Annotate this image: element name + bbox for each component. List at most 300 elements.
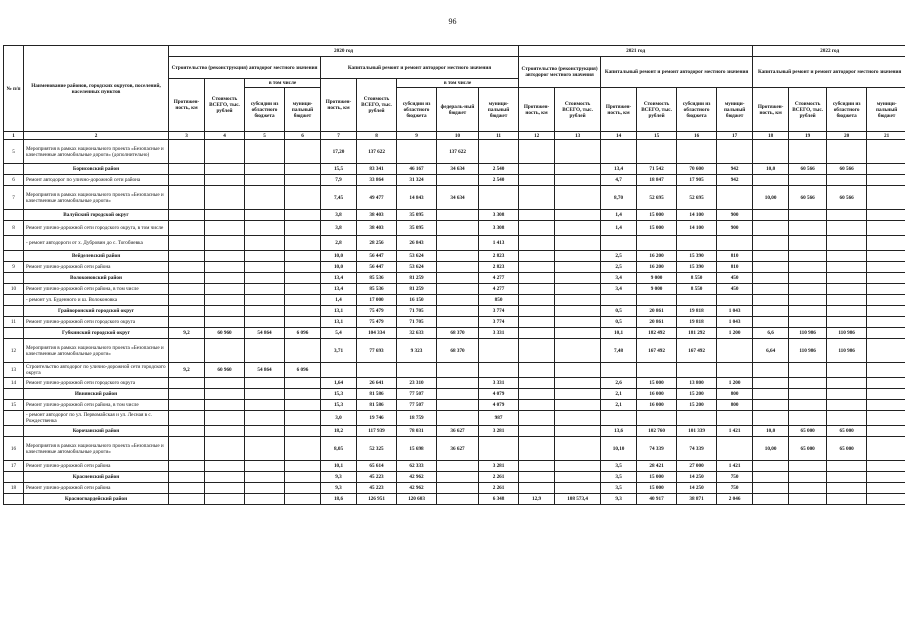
length-2020-r-header: Протяжен-ность, км [321,79,357,132]
value-cell: 810 [717,251,753,262]
district-name: Красненский район [24,472,169,483]
value-cell [285,284,321,295]
value-cell [519,437,555,461]
value-cell: 38 871 [677,494,717,505]
value-cell: 3,4 [601,284,637,295]
value-cell [753,221,789,236]
value-cell [205,339,245,363]
value-cell [789,210,827,221]
value-cell: 38 403 [357,210,397,221]
value-cell [479,140,519,164]
value-cell: 3 331 [479,378,519,389]
value-cell: 81 259 [397,273,437,284]
value-cell: 10,0 [321,251,357,262]
district-name: Корочанский район [24,426,169,437]
value-cell [555,472,601,483]
value-cell [437,210,479,221]
value-cell [789,317,827,328]
row-number: 18 [4,483,24,494]
value-cell [519,273,555,284]
value-cell [169,262,205,273]
value-cell: 3,8 [321,221,357,236]
value-cell: 33 864 [357,175,397,186]
table-row [4,317,905,328]
value-cell: 750 [717,472,753,483]
value-cell: 1 200 [717,328,753,339]
construction-2021-header: Строительство (реконструкция) автодорог местного значения [519,57,601,88]
value-cell [789,461,827,472]
repair-2020-header: Капитальный ремонт и ремонт автодорог местного значения [321,57,519,79]
district-row [4,210,905,221]
value-cell [717,295,753,306]
value-cell: 3,5 [601,472,637,483]
row-name: Мероприятия в рамках национального проекта «Безопасные и качественные автомобильные дороги» [24,437,169,461]
value-cell [555,483,601,494]
value-cell [867,339,905,363]
value-cell [205,426,245,437]
value-cell [519,363,555,378]
value-cell [677,140,717,164]
value-cell [245,284,285,295]
value-cell: 53 624 [397,262,437,273]
value-cell: 15 000 [637,210,677,221]
value-cell [789,400,827,411]
value-cell [169,461,205,472]
value-cell: 7,9 [321,175,357,186]
value-cell: 1,4 [321,295,357,306]
value-cell: 71 705 [397,317,437,328]
value-cell [789,363,827,378]
value-cell [753,295,789,306]
value-cell: 77 693 [357,339,397,363]
value-cell [867,411,905,426]
value-cell [437,221,479,236]
value-cell [169,210,205,221]
value-cell [827,273,867,284]
value-cell: 2,1 [601,400,637,411]
value-cell [519,140,555,164]
value-cell [437,483,479,494]
municipal-2020-r-header: муници-пальный бюджет [479,88,519,132]
value-cell: 3,5 [601,461,637,472]
value-cell: 65 000 [789,437,827,461]
table-row [4,221,905,236]
value-cell [867,140,905,164]
district-name: Красногвардейский район [24,494,169,505]
row-number: 7 [4,186,24,210]
value-cell: 2,5 [601,262,637,273]
value-cell: 83 341 [357,164,397,175]
value-cell [285,140,321,164]
table-row [4,461,905,472]
value-cell [519,317,555,328]
value-cell [827,175,867,186]
value-cell [867,389,905,400]
value-cell [827,251,867,262]
value-cell [169,164,205,175]
district-row [4,251,905,262]
value-cell [205,273,245,284]
value-cell [677,363,717,378]
column-number: 3 [169,132,205,140]
value-cell: 7,45 [321,186,357,210]
cost-2020-r-header: Стоимость ВСЕГО, тыс. рублей [357,79,397,132]
value-cell: 16 000 [637,389,677,400]
value-cell [555,164,601,175]
value-cell [827,210,867,221]
value-cell [555,140,601,164]
value-cell [285,175,321,186]
value-cell [169,426,205,437]
value-cell: 52 325 [357,437,397,461]
value-cell: 2 823 [479,262,519,273]
value-cell [867,426,905,437]
value-cell: 9,2 [169,328,205,339]
value-cell: 2 261 [479,483,519,494]
value-cell [601,140,637,164]
row-name: Ремонт улично-дорожной сети района, в том числе [24,400,169,411]
value-cell [789,472,827,483]
value-cell: 71 705 [397,306,437,317]
value-cell [555,175,601,186]
row-name: Ремонт улично-дорожной сети городского округа, в том числе [24,221,169,236]
col-num-header: № п/п [4,46,24,132]
value-cell: 46 167 [397,164,437,175]
value-cell [245,461,285,472]
value-cell [601,411,637,426]
value-cell [285,339,321,363]
value-cell: 9,3 [321,483,357,494]
value-cell [205,437,245,461]
value-cell: 8 550 [677,273,717,284]
value-cell: 23 310 [397,378,437,389]
value-cell [717,363,753,378]
value-cell: 750 [717,483,753,494]
district-row [4,273,905,284]
value-cell [245,437,285,461]
value-cell [285,210,321,221]
value-cell [169,378,205,389]
value-cell: 35 095 [397,210,437,221]
value-cell: 52 695 [637,186,677,210]
value-cell: 450 [717,284,753,295]
value-cell [245,236,285,251]
value-cell [519,221,555,236]
value-cell: 167 492 [677,339,717,363]
value-cell [555,461,601,472]
value-cell: 32 633 [397,328,437,339]
row-number: 16 [4,437,24,461]
value-cell [789,389,827,400]
value-cell: 81 259 [397,284,437,295]
value-cell: 65 000 [827,437,867,461]
value-cell [245,389,285,400]
value-cell: 9,3 [601,494,637,505]
value-cell: 70 600 [677,164,717,175]
table-row [4,140,905,164]
value-cell [789,284,827,295]
table-row [4,284,905,295]
value-cell: 13,1 [321,306,357,317]
column-number: 5 [245,132,285,140]
value-cell: 14 843 [397,186,437,210]
value-cell [169,295,205,306]
value-cell: 75 479 [357,317,397,328]
table-row [4,186,905,210]
row-number [4,273,24,284]
value-cell [479,363,519,378]
value-cell [555,328,601,339]
district-name: Валуйский городской округ [24,210,169,221]
value-cell [827,284,867,295]
district-name: Борисовский район [24,164,169,175]
row-number [4,472,24,483]
repair-2022-header: Капитальный ремонт и ремонт автодорог местного значения [753,57,905,88]
value-cell [205,221,245,236]
value-cell [789,140,827,164]
value-cell [245,186,285,210]
value-cell [827,494,867,505]
row-number [4,389,24,400]
value-cell: 18 847 [637,175,677,186]
value-cell: 2,1 [601,389,637,400]
value-cell [789,236,827,251]
value-cell [169,186,205,210]
district-name: Волоконовский район [24,273,169,284]
value-cell: 20 861 [637,306,677,317]
value-cell [867,400,905,411]
value-cell [169,306,205,317]
value-cell: 16 150 [397,295,437,306]
district-name: Грайворонский городской округ [24,306,169,317]
value-cell: 900 [717,210,753,221]
district-row [4,164,905,175]
value-cell [867,175,905,186]
value-cell [285,186,321,210]
value-cell [205,389,245,400]
value-cell: 1,64 [321,378,357,389]
column-number: 8 [357,132,397,140]
value-cell: 110 986 [827,339,867,363]
value-cell [245,472,285,483]
district-name: Губкинский городской округ [24,328,169,339]
value-cell: 56 447 [357,251,397,262]
value-cell [555,306,601,317]
value-cell [827,306,867,317]
value-cell [827,236,867,251]
municipal-2021-r-header: муници-пальный бюджет [717,88,753,132]
column-number: 6 [285,132,321,140]
length-2022-r-header: Протяжен-ность, км [753,88,789,132]
value-cell [601,363,637,378]
value-cell [169,389,205,400]
value-cell: 1 200 [717,378,753,389]
column-number: 16 [677,132,717,140]
row-name: - ремонт автодорог по ул. Первомайская и ул. Лесная в с. Рождественка [24,411,169,426]
value-cell: 2,8 [321,236,357,251]
value-cell [827,140,867,164]
value-cell [205,317,245,328]
value-cell [753,284,789,295]
row-name: Мероприятия в рамках национального проекта «Безопасные и качественные автомобильные дороги» [24,186,169,210]
value-cell: 3 331 [479,328,519,339]
row-number [4,306,24,317]
value-cell: 4 277 [479,273,519,284]
row-number [4,164,24,175]
value-cell [205,186,245,210]
value-cell: 2,5 [601,251,637,262]
row-number [4,236,24,251]
value-cell: 3 308 [479,221,519,236]
value-cell: 1,4 [601,210,637,221]
value-cell [827,295,867,306]
value-cell: 2 261 [479,472,519,483]
row-name: Ремонт улично-дорожной сети района, в том числе [24,284,169,295]
value-cell: 450 [717,273,753,284]
value-cell: 850 [479,295,519,306]
repair-2021-header: Капитальный ремонт и ремонт автодорог местного значения [601,57,753,88]
value-cell: 60 566 [827,186,867,210]
value-cell: 28 421 [637,461,677,472]
value-cell [437,295,479,306]
value-cell: 3 308 [479,210,519,221]
value-cell [717,186,753,210]
value-cell [555,186,601,210]
value-cell: 19 746 [357,411,397,426]
value-cell: 15 390 [677,262,717,273]
value-cell [789,262,827,273]
value-cell: 126 951 [357,494,397,505]
value-cell [717,140,753,164]
row-name: Ремонт улично-дорожной сети района [24,461,169,472]
value-cell: 10,00 [753,186,789,210]
value-cell: 3 774 [479,317,519,328]
value-cell [205,494,245,505]
value-cell: 10,0 [753,426,789,437]
value-cell: 60 566 [827,164,867,175]
value-cell [867,306,905,317]
value-cell [205,378,245,389]
value-cell [753,494,789,505]
row-number [4,328,24,339]
value-cell: 26 641 [357,378,397,389]
value-cell [753,306,789,317]
value-cell [867,437,905,461]
value-cell: 2 540 [479,175,519,186]
table-row [4,483,905,494]
value-cell [285,426,321,437]
value-cell [205,472,245,483]
construction-2020-header: Строительство (реконструкция) автодорог местного значения [169,57,321,79]
table-row [4,295,905,306]
value-cell [205,175,245,186]
value-cell [245,378,285,389]
value-cell [205,411,245,426]
value-cell [169,221,205,236]
table-row [4,363,905,378]
value-cell [637,295,677,306]
value-cell [827,483,867,494]
value-cell [555,317,601,328]
value-cell [753,317,789,328]
value-cell: 54 864 [245,328,285,339]
row-number: 17 [4,461,24,472]
length-2020-c-header: Протяжен-ность, км [169,79,205,132]
value-cell [867,236,905,251]
road-budget-table [3,45,905,505]
year-2020-header: 2020 год [169,46,519,57]
value-cell [753,389,789,400]
district-row [4,328,905,339]
column-number: 10 [437,132,479,140]
value-cell [205,461,245,472]
value-cell: 8,05 [321,437,357,461]
value-cell: 34 634 [437,164,479,175]
value-cell: 4 079 [479,400,519,411]
value-cell [555,210,601,221]
value-cell: 3,4 [601,273,637,284]
value-cell: 16 200 [637,262,677,273]
column-number: 18 [753,132,789,140]
value-cell [555,284,601,295]
in-that-2020-r: в том числе [397,79,519,88]
value-cell: 13,1 [321,317,357,328]
table-row [4,175,905,186]
value-cell [519,175,555,186]
value-cell: 45 223 [357,483,397,494]
value-cell: 42 962 [397,472,437,483]
value-cell: 8 550 [677,284,717,295]
value-cell [555,262,601,273]
value-cell [867,483,905,494]
column-number: 19 [789,132,827,140]
value-cell [205,210,245,221]
value-cell [753,236,789,251]
value-cell [519,306,555,317]
value-cell: 16 000 [637,400,677,411]
value-cell [437,306,479,317]
value-cell: 3 281 [479,426,519,437]
value-cell [519,262,555,273]
value-cell: 6 348 [479,494,519,505]
value-cell [205,236,245,251]
value-cell: 14 250 [677,472,717,483]
value-cell [753,140,789,164]
year-2021-header: 2021 год [519,46,753,57]
value-cell [321,363,357,378]
value-cell [789,295,827,306]
value-cell [637,411,677,426]
value-cell [169,251,205,262]
row-name: Мероприятия в рамках национального проекта «Безопасные и качественные автомобильные дороги» [24,339,169,363]
value-cell [245,411,285,426]
table-row [4,437,905,461]
value-cell: 9,2 [169,363,205,378]
value-cell [519,328,555,339]
value-cell: 62 333 [397,461,437,472]
value-cell: 77 507 [397,389,437,400]
value-cell [827,262,867,273]
value-cell: 1 421 [717,426,753,437]
value-cell [169,472,205,483]
value-cell: 10,0 [753,164,789,175]
value-cell: 15 698 [397,437,437,461]
value-cell: 35 095 [397,221,437,236]
value-cell [437,363,479,378]
column-number: 13 [555,132,601,140]
value-cell: 19 818 [677,317,717,328]
value-cell [555,339,601,363]
